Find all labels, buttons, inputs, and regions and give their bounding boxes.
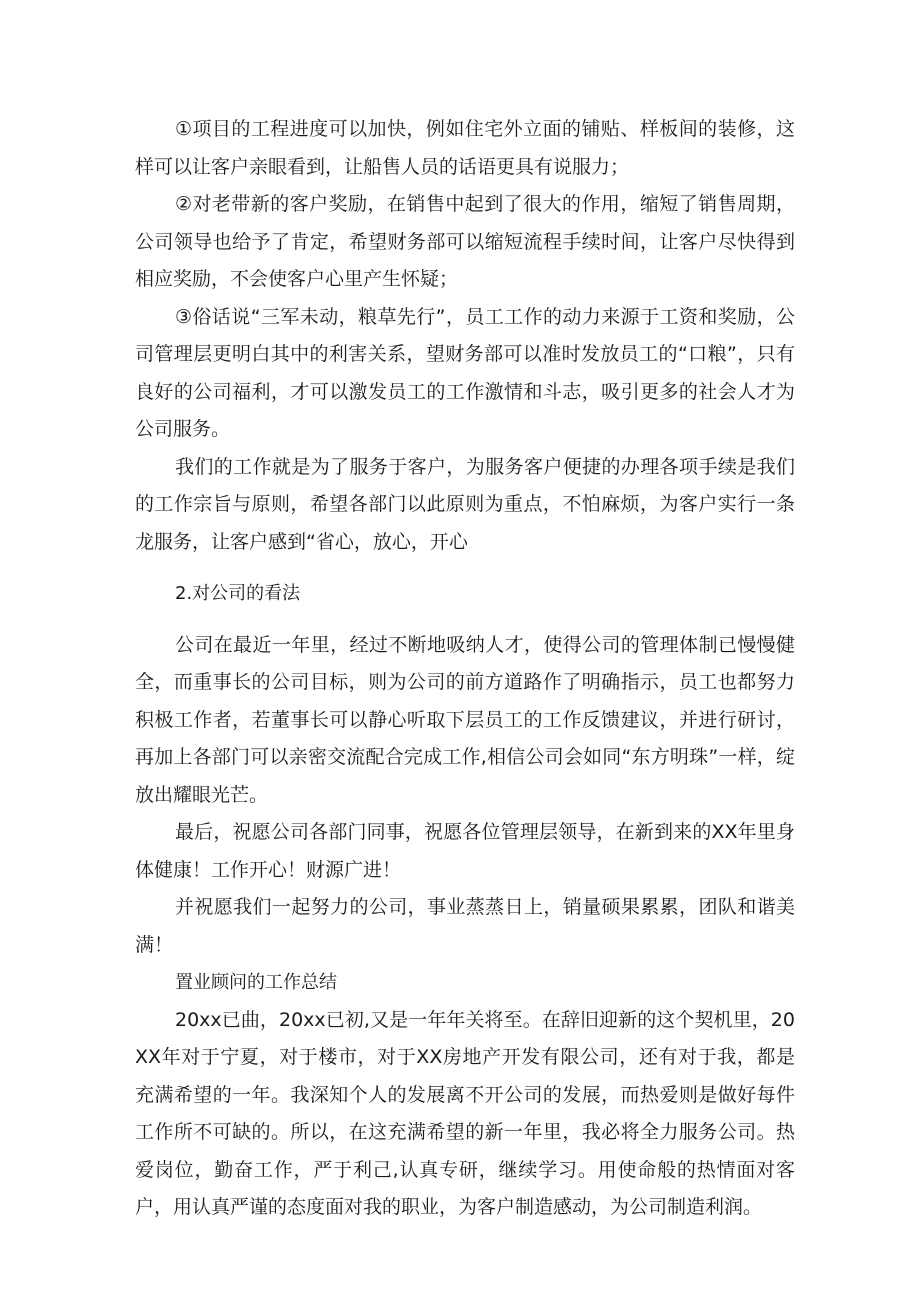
document-body <box>135 111 795 1227</box>
paragraph-staff-salary: ③俗话说“三军未动，粮草先行”，员工工作的动力来源于工资和奖励，公司管理层更明白其中的利害关系，望财务部可以准时发放员工的“口粮”，只有良好的公司福利，才可以激发员工的工作激情和斗志，吸引更多的社会人才为公司服务。 <box>135 305 795 440</box>
paragraph-company-view: 公司在最近一年里，经过不断地吸纳人才，使得公司的管理体制已慢慢健全，而重事长的公司目标，则为公司的前方道路作了明确指示，员工也都努力积极工作者，若董事长可以静心听取下层员工的工作反馈建议，并进行研讨，再加上各部门可以亲密交流配合完成工作,相信公司会如同“东方明珠”一样，绽放出耀眼光芒。 <box>135 633 795 806</box>
paragraph-project-progress: ①项目的工程进度可以加快，例如住宅外立面的铺贴、样板间的装修，这样可以让客户亲眼看到，让船售人员的话语更具有说服力； <box>135 118 795 178</box>
paragraph-referral-reward: ②对老带新的客户奖励，在销售中起到了很大的作用，缩短了销售周期，公司领导也给予了肯定，希望财务部可以缩短流程手续时间，让客户尽快得到相应奖励，不会使客户心里产生怀疑； <box>135 193 795 290</box>
paragraph-wishes-company: 并祝愿我们一起努力的公司，事业蒸蒸日上，销量硕果累累，团队和谐美满！ <box>135 896 795 956</box>
paragraph-service-principle: 我们的工作就是为了服务于客户，为服务客户便捷的办理各项手续是我们的工作宗旨与原则，希望各部门以此原则为重点，不怕麻烦，为客户实行一条龙服务，让客户感到“省心，放心，开心 <box>135 455 795 553</box>
section-heading-work-summary: 置业顾问的工作总结 <box>175 972 337 993</box>
paragraph-wishes-colleagues: 最后，祝愿公司各部门同事，祝愿各位管理层领导，在新到来的XX年里身体健康！工作开心！财源广进！ <box>135 821 795 881</box>
paragraph-work-summary: 20xx已曲，20xx已初,又是一年年关将至。在辞旧迎新的这个契机里，20XX年对于宁夏，对于楼市，对于XX房地产开发有限公司，还有对于我，都是充满希望的一年。我深知个人的发展离不开公司的发展，而热爱则是做好每件工作所不可缺的。所以，在这充满希望的新一年里，我必将全力服务公司。热爱岗位，勤奋工作，严于利己,认真专研，继续学习。用使命般的热情面对客户，用认真严谨的态度面对我的职业，为客户制造感动，为公司制造利润。 <box>135 1008 795 1218</box>
section-heading-company-view: 2.对公司的看法 <box>175 583 301 604</box>
